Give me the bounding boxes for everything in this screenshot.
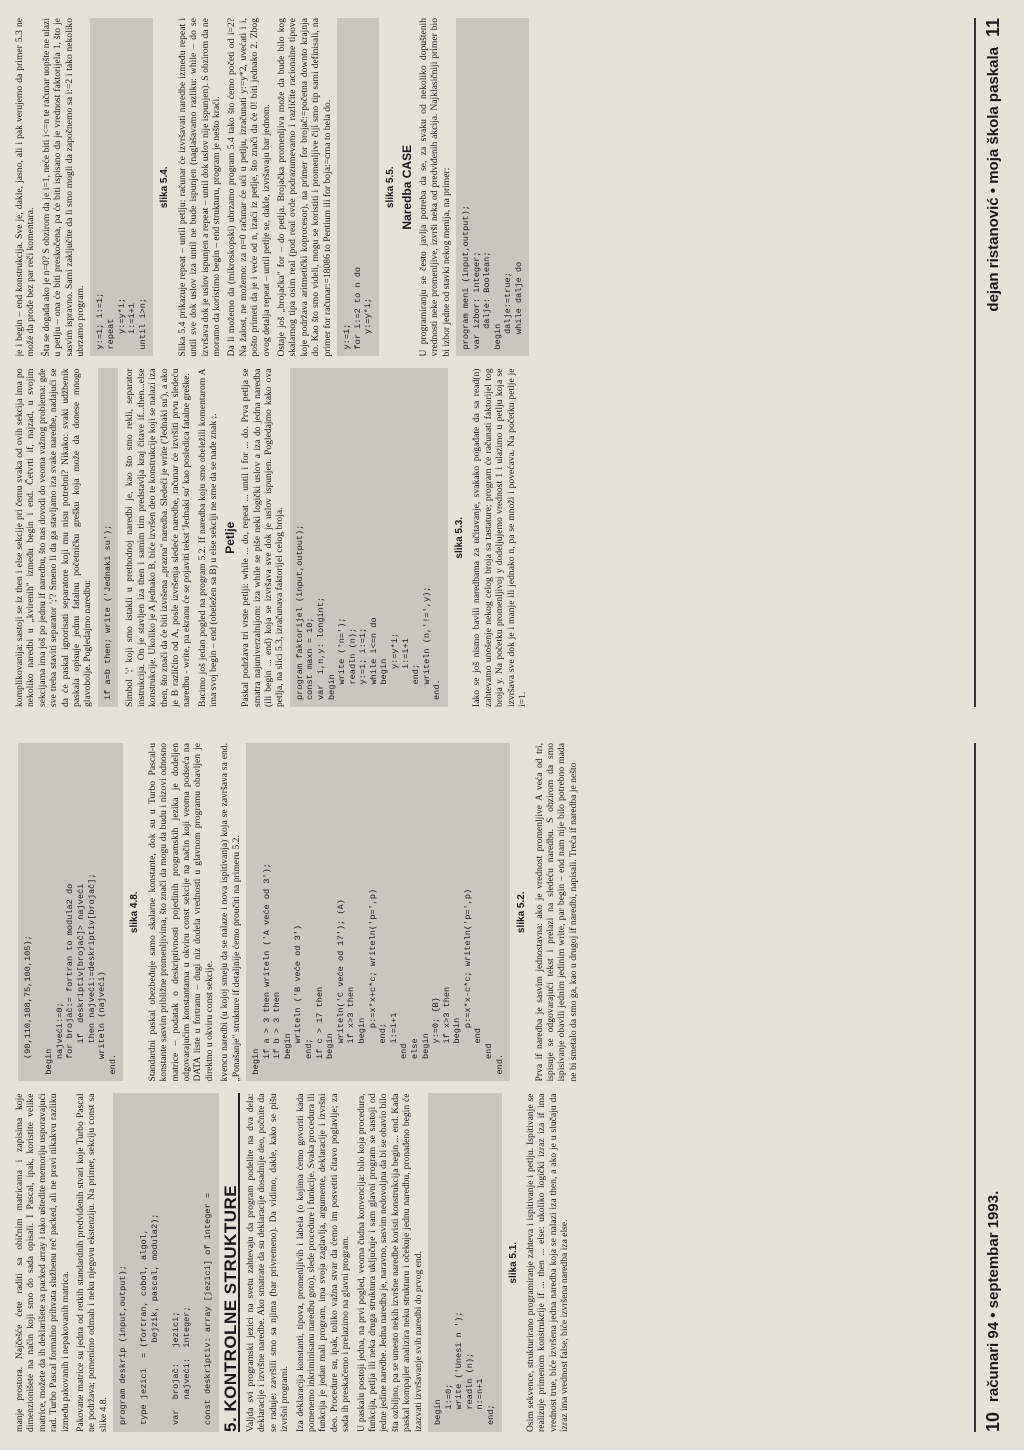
paragraph: Pakovane matrice su jedna od retkih standardnih predviđenih stvari koje Turbo Pascal ne podržava; pomenimo odmah i neku njegovu ekstenziju. Na primer, sekciju const sa slike 4.8. <box>75 1093 109 1432</box>
page-footer <box>974 743 1010 1432</box>
figure-caption: slika 5.3. <box>454 516 466 559</box>
paragraph: Valjda svi programski jezici na svetu zahtevaju da program podelite na dva dela: deklaracije i izvršne naredbe. Ako smatrate da su deklaracije dosadnije deo, počnite da se raduje: završili smo sa njima (bar privremeno). Da vidimo, dakle, kako se pišu izvršni programi. <box>245 1093 291 1432</box>
author-series: dejan ristanović • moja škola paskala <box>984 47 1002 312</box>
figure-caption: slika 5.4. <box>159 166 171 209</box>
paragraph: Iako se još nismo bavili naredbama za učitavanje, svakako pogađate da sa read(n) zahtevamo unošenje nekog celog broja sa tastature; program će računati faktorijel tog broja y. Na početku promenljivoj y dodeljujemo vrednost 1 i ulazimo u petlju koja se izvršava sve dok je i manje ili jednako n, pa se množi i povećava. Na početku petlje je i=1. <box>471 368 529 707</box>
code-listing-4-8-cont: (90,110,108,75,100,105); begin najveći:=0; for brojač:= fortran to modula2 do if deskriptiv[brojač]> najveći then najveći:=deskriptiv[brojač]; writeln (najveći) end. <box>18 743 123 1082</box>
code-listing-5-1: begin i:=0; write ('Unesi n '); readln (n); n:=n+1 end; <box>428 1094 502 1433</box>
figure-caption: slika 4.8. <box>129 891 141 934</box>
page-10-column-1 <box>14 1094 954 1433</box>
paragraph: Paskal podržava tri vrste petlji: while ... do, repeat ... until i for ... do. Prva petlja se smatra najuniverzalnijom: iza while se piše neki logički uslov a iza do jedna naredba (ili begin ... end) koja se izvršava sve dok je uslov ispunjen. Pogledajmo kako ova petlja, na slici 5.3, izračunava faktorijel celog broja. <box>240 368 286 707</box>
code-listing-meni: program meni (input,output); var izbor: integer; dalje: Boolean; begin dalje:=true; while dalje do <box>456 18 530 357</box>
code-listing-4-8: program deskrip (input,output); type jezici = (fortran, cobol, algol, bejzik, pascal, modula2); var brojač: jezici; najveći: integer; const deskriptiv: array [jezici] of integer = <box>113 1094 218 1433</box>
paragraph: kvencu naredbi (u kojoj smeju da se nalaze i nova ispitivanja) koja se završava sa end. „Ponašanje" strukture if detaljnije ćemo proučiti na primeru 5.2. <box>219 743 242 1082</box>
paragraph: Ostaje još „brojačka" for – do petlja. Brojačka promenljiva može da bude bilo kog skalarnog tipa osim real (pod real ovde podrazumevamo i različite racionalne tipove koje podržava aritmetički koprocesor), na primer for brojač:=početna downto krajnja do. Kao što smo videli, mogu se koristiti i promenljive čiji smo tip sami definisali, na primer for računar:=18086 to Pentium ili for boja:=crna to bela do. <box>276 18 333 357</box>
paragraph: Iza deklaracija konstanti, tipova, promenljivih i labela (o kojima ćemo govoriti kada pomenemo inkriminisanu naredbu goto), slede procedure i funkcije. Svaka procedura ili funkcija je jedan mali program, ima svoja zaglavlja, argumente, deklaracije i izvršni deo. Procedure su, ipak, toliko važna stvar da ćemo im posvetiti čitavo poglavlje; za sada ih preskačemo i prelazimo na glavni program. <box>294 1093 352 1432</box>
paragraph: je i begin – end konstrukcija. Sve je, dakle, jasno, ali i pak verujemo da primer 5.3 ne može da prođe bez par reči komentara. <box>14 18 37 357</box>
page-11-column-2 <box>14 18 954 357</box>
page-footer <box>974 18 1010 707</box>
paragraph: komplikovanija: sastoji se iz then i else sekcije pri čemu svaka od ovih sekcija ima po nekoliko naredbi u „kvirenih" između begin i end. Četvrti if, najzad, u svojim sekcijama ima još po jednu if naredbu, što nas dovodi do veoma važnog problema: gde sve treba staviti separator ';'? Smeno li da ga stavljamo iza svake naredbe, nadajući se da će paskal ignorisati separatore koji mu nisu potrebni? Nikako: svaki udžbenik paskala opisuje jednu fatalnu početničku grešku koja može da donese mnogo glavobolje. Pogledajmo naredbu: <box>14 368 94 707</box>
figure-caption: slika 5.2. <box>516 891 528 934</box>
code-listing-5-2: begin if a > 3 then writeln ('A veće od 3'); if b > 3 then begin writeln ('B veće od 3') end; if c > 17 then begin writeln('C veće od 17'); (A) if x>3 then begin p:=x*x+c*c; writeln('p=',p) end; i:=i+1 end else begin y:=0; {B} if x>3 then begin p:=x*x-c*c; writeln('p=',p) end end end. <box>246 743 510 1082</box>
page-11-column-1 <box>14 369 954 708</box>
page-number: 10 <box>982 1411 1003 1432</box>
page-10 <box>0 725 1024 1450</box>
subsection-heading: Naredba CASE <box>400 144 415 230</box>
paragraph: U programiranju se često javlja potreba da se, za svaku od nekoliko dopuštenih vrednosti neke promenljive, izvrši neka od predviđenih akcija. Najklasičniji primer bio bi izbor jedne od stavki nekog menija, na primer: <box>417 18 452 357</box>
paragraph: Standardni paskal obezbeđuje samo skalarne konstante, dok su u Turbo Pascal-u konstante sasvim približne promenljivima, što znači da mogu da budu i nizovi odnosno matrice – podatak o deskriptivnosti pojedinih programskih jezika je dodeljen odgovarajućim konstantama u okviru const sekcije na način koji veoma podseća na DATA liste u fortranu – dugi niz dodela vrednosti u glavnom programu obavljen je direktno u okviru const sekcije. <box>146 743 215 1082</box>
page-number: 11 <box>982 18 1003 38</box>
page-10-column-2 <box>14 743 954 1082</box>
paragraph: Šta se događa ako je n=0? S obzirom da je i=1, neće biti i<=n te računar uopšte ne ulazi u petlju – ona će biti preskočena, pa će biti ispisano da je vrednost faktorijela 1, što je sasvim ispravno. Sami zaključite da li smo mogli da započnemo sa i:=2 i tako nekoliko ubrzamo program. <box>40 18 87 357</box>
magazine-issue: računari 94 • septembar 1993. <box>984 1190 1002 1402</box>
paragraph: Simbol ';' koji smo istakli u prethodnoj naredbi je, kao što smo rekli, separator instrukcija. On je stavljen iza then i samim tim predstavlja kraj čitave if...then...else konstrukcije. Ukoliko je A jednako B, biće izvršen deo te konstrukcije koji se nalazi iza then, što znači da će biti izvršena „prazna" naredba. Sledeći je write ('Jednaki su'), a ako je B različito od A, posle izvršenja sledeće naredbe, računar će izvršiti prvu sledeću naredbu - write, pa ekranu će se pojaviti tekst 'Jednaki su' kao posledica fatalne greške. <box>124 368 193 707</box>
figure-caption: slika 5.5. <box>384 166 396 209</box>
paragraph: Da li možemo da (mikroskopski) ubrzamo program 5.4 tako što ćemo početi od i=2? Na žalost, ne možemo: za n=0 računar će ući u petlju, izračunati y:=y*2, uvećati i i, pošto primeti da je i veće od n, izaći iz petlje, što znači da će 0! biti jednako 2. Zbog ovog detalja repeat – until petlje se, dakle, izvršavaju bar jednom. <box>226 18 272 357</box>
section-heading: 5. KONTROLNE STRUKTURE <box>225 1094 240 1433</box>
code-listing-5-5: y:=1; for i:=2 to n do y:=y*i; <box>337 18 379 357</box>
code-listing-5-3: program faktorijel (input,output); const maxn = 10; var i,n,y: longint; begin write ('n='); readln (n); y:=1; i:=1; while i<=n do begin y:=y*i; i:=i+1 end; writeln (n,'!=',y); end. <box>290 369 448 708</box>
code-listing-5-4: y:=1; i:=1; repeat y:=y*i; i:=i+1 until i>n; <box>90 18 153 357</box>
code-snippet: if a=b then; write ('Jednaki su'); <box>98 369 119 708</box>
figure-caption: slika 5.1. <box>507 1241 519 1284</box>
paragraph: manje prostora. Najčešće ćete raditi sa običnim matricama i zapisima koje dimenzionišete na način koji smo do sada opisali. I Pascal, ipak, koristite velike matrice, možete da ih deklarišete sa packed array i tako uštedite memoriju usporavajući rad. Turbo Pascal formalno prihvata službenu reč packed, ali ne pravi nikakvu razliku između pakovanih i nepakovanih matrica. <box>14 1093 71 1432</box>
paragraph: Slika 5.4 prikazuje repeat – until petlju: računar će izvršavati naredbe između repeat i until sve dok uslov iza until ne bude ispunjen (naglašavamo razliku: while – do se izvršava dok je uslov ispunjen a repeat – until dok uslov nije ispunjen). S obzirom da ne moramo da koristimo begin – end strukturu, program je nešto kraći. <box>176 18 223 357</box>
paragraph: Osim sekvence, strukturirano programiranje zahteva i ispitivanje i petlju. Ispitivanje se realizuje primenom konstrukcije if ... then ... else: ukoliko logički izraz iza if ima vrednost true, biće izvršena jedna naredba koja se nalazi iza then, a ako je u slučaju da izraz ima vrednost false, biće izvršena naredba iza else. <box>525 1093 571 1432</box>
paragraph: Prva if naredba je sasvim jednostavna: ako je vrednost promenljive A veća od tri, ispisuje se odgovarajući tekst i prelazi na sledeću naredbu. S obzirom da smo ispisivanje obavili jednim jedinim write, par begin – end nam nije bilo potrebno mada ne bi smetalo da smo ga, kao u drugoj if naredbi, napisali. Treća if naredba je nešto <box>533 743 579 1082</box>
paragraph: U paskalu postoji jedna, na prvi pogled, veoma čudna konvencija: bilo koja procedura, funkcija, petlja ili neka druga struktura uključuje i sam glavni program se sastoji od jedne jedine naredbe. Jedna naredba je, naravno, sasvim nedovoljna da bi se obavio bilo šta ozbiljno, pa se umesto nekih izvršne naredbe koristi konstrukcija begin ... end. Kada paskal kompajler analizira neku strukturu i očekuje jednu naredbu, pronađeno begin će izazvati izvršavanje svih naredbi do prvog end. <box>355 1093 424 1432</box>
subsection-heading: Petlje <box>222 521 237 554</box>
paragraph: Bacimo još jedan pogled na program 5.2. If naredba koju smo obeležili komentarom A ima svoj begin – end (obeležen sa B) u else sekciji ne sme da se nađe znak ;. <box>196 368 220 707</box>
